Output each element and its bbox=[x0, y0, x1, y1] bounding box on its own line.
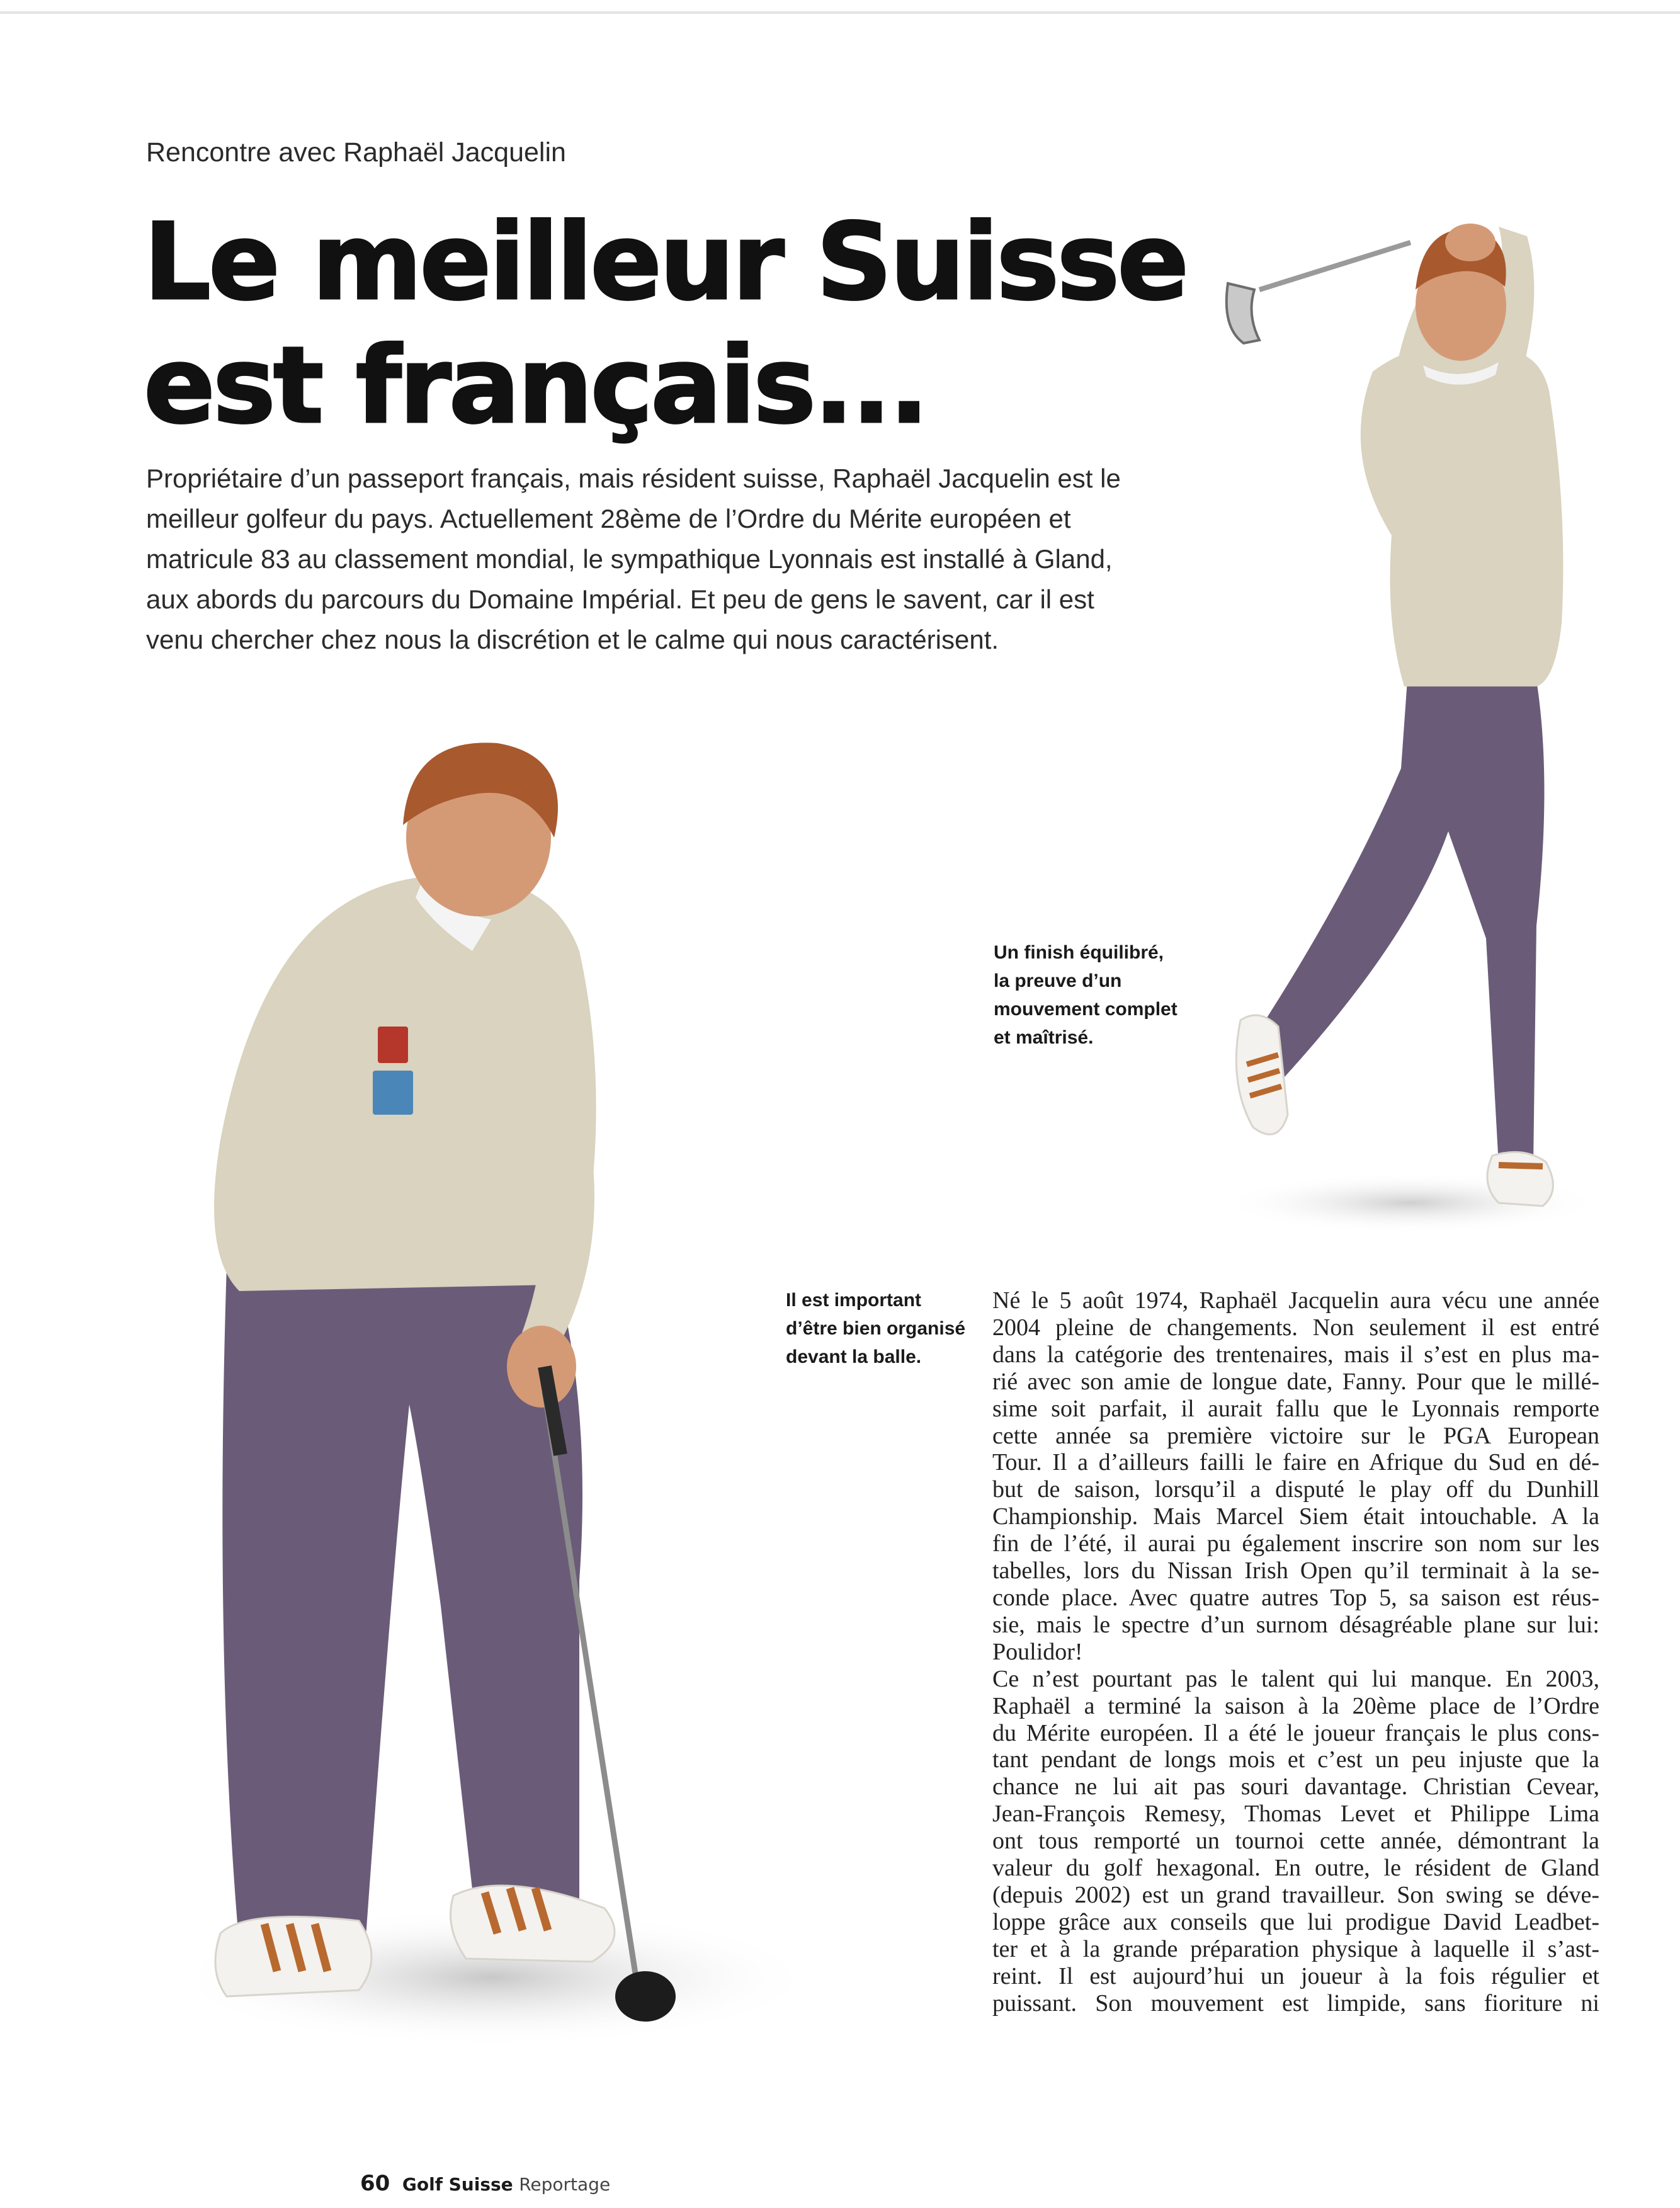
body-line: sie, mais le spectre d’un surnom désagréable plane sur lui: bbox=[992, 1611, 1599, 1638]
section-name: Reportage bbox=[519, 2174, 611, 2195]
magazine-name: Golf Suisse bbox=[402, 2174, 513, 2195]
headline bbox=[144, 200, 1186, 447]
intro-paragraph bbox=[146, 458, 1204, 660]
page-number: 60 bbox=[360, 2171, 390, 2196]
body-line: Jean-François Remesy, Thomas Levet et Philippe Lima bbox=[992, 1801, 1599, 1828]
body-line: fin de l’été, il aurai pu également inscrire son nom sur les bbox=[992, 1530, 1599, 1557]
page-footer bbox=[360, 2171, 610, 2196]
body-line: dans la catégorie des trentenaires, mais il s’est en plus ma- bbox=[992, 1341, 1599, 1368]
caption-line: d’être bien organisé bbox=[786, 1318, 966, 1339]
body-line: (depuis 2002) est un grand travailleur. Son swing se déve- bbox=[992, 1881, 1599, 1908]
headline-line-1: Le meilleur Suisse bbox=[144, 200, 1187, 324]
body-line: puissant. Son mouvement est limpide, sans fioriture ni bbox=[992, 1989, 1599, 2017]
caption-line: Un finish équilibré, bbox=[994, 942, 1164, 963]
body-line: Tour. Il a d’ailleurs failli le faire en Afrique du Sud en dé- bbox=[992, 1449, 1599, 1476]
headline-line-2: est français... bbox=[144, 324, 927, 447]
caption-finish bbox=[994, 938, 1178, 1052]
body-line: du Mérite européen. Il a été le joueur français le plus cons- bbox=[992, 1719, 1599, 1746]
golfer-address-photo bbox=[201, 712, 869, 2072]
body-line: ont tous remporté un tournoi cette année, démontrant la bbox=[992, 1828, 1599, 1855]
body-line: Championship. Mais Marcel Siem était intouchable. A la bbox=[992, 1503, 1599, 1530]
body-line: Ce n’est pourtant pas le talent qui lui manque. En 2003, bbox=[992, 1665, 1599, 1692]
body-line: tabelles, lors du Nissan Irish Open qu’il terminait à la se- bbox=[992, 1557, 1599, 1585]
body-line: Né le 5 août 1974, Raphaël Jacquelin aura vécu une année bbox=[992, 1287, 1599, 1314]
top-rule bbox=[0, 11, 1680, 14]
intro-line: meilleur golfeur du pays. Actuellement 28ème de l’Ordre du Mérite européen et bbox=[146, 504, 1071, 533]
caption-line: devant la balle. bbox=[786, 1346, 922, 1367]
intro-line: matricule 83 au classement mondial, le sympathique Lyonnais est installé à Gland, bbox=[146, 544, 1113, 574]
body-line: but de saison, lorsqu’il a disputé le play off du Dunhill bbox=[992, 1476, 1599, 1503]
body-line: sime soit parfait, il aurait fallu que le Lyonnais remporte bbox=[992, 1395, 1599, 1422]
body-line: 2004 pleine de changements. Non seulement il est entré bbox=[992, 1314, 1599, 1341]
kicker: Rencontre avec Raphaël Jacquelin bbox=[146, 137, 566, 168]
body-line: valeur du golf hexagonal. En outre, le résident de Gland bbox=[992, 1855, 1599, 1882]
article-body bbox=[992, 1287, 1599, 2017]
caption-line: Il est important bbox=[786, 1290, 922, 1311]
body-line: tant pendant de longs mois et c’est un peu injuste que la bbox=[992, 1746, 1599, 1773]
caption-line: la preuve d’un bbox=[994, 970, 1122, 991]
body-line: loppe grâce aux conseils que lui prodigue David Leadbet- bbox=[992, 1908, 1599, 1935]
body-line: Raphaël a terminé la saison à la 20ème place de l’Ordre bbox=[992, 1692, 1599, 1719]
body-line: chance ne lui ait pas souri davantage. Christian Cevear, bbox=[992, 1773, 1599, 1801]
body-line: cette année sa première victoire sur le PGA European bbox=[992, 1422, 1599, 1449]
body-line: reint. Il est aujourd’hui un joueur à la fois régulier et bbox=[992, 1962, 1599, 1989]
body-line: ter et à la grande préparation physique à laquelle il s’ast- bbox=[992, 1935, 1599, 1962]
body-line: conde place. Avec quatre autres Top 5, sa saison est réus- bbox=[992, 1584, 1599, 1611]
intro-line: venu chercher chez nous la discrétion et le calme qui nous caractérisent. bbox=[146, 625, 999, 654]
golfer-finish-photo bbox=[1184, 183, 1587, 1241]
caption-line: mouvement complet bbox=[994, 999, 1178, 1020]
body-line: Poulidor! bbox=[992, 1638, 1083, 1665]
intro-line: aux abords du parcours du Domaine Impérial. Et peu de gens le savent, car il est bbox=[146, 584, 1094, 614]
caption-address bbox=[786, 1286, 966, 1371]
intro-line: Propriétaire d’un passeport français, mais résident suisse, Raphaël Jacquelin est le bbox=[146, 464, 1121, 493]
body-line: rié avec son amie de longue date, Fanny. Pour que le millé- bbox=[992, 1368, 1599, 1395]
caption-line: et maîtrisé. bbox=[994, 1027, 1094, 1048]
